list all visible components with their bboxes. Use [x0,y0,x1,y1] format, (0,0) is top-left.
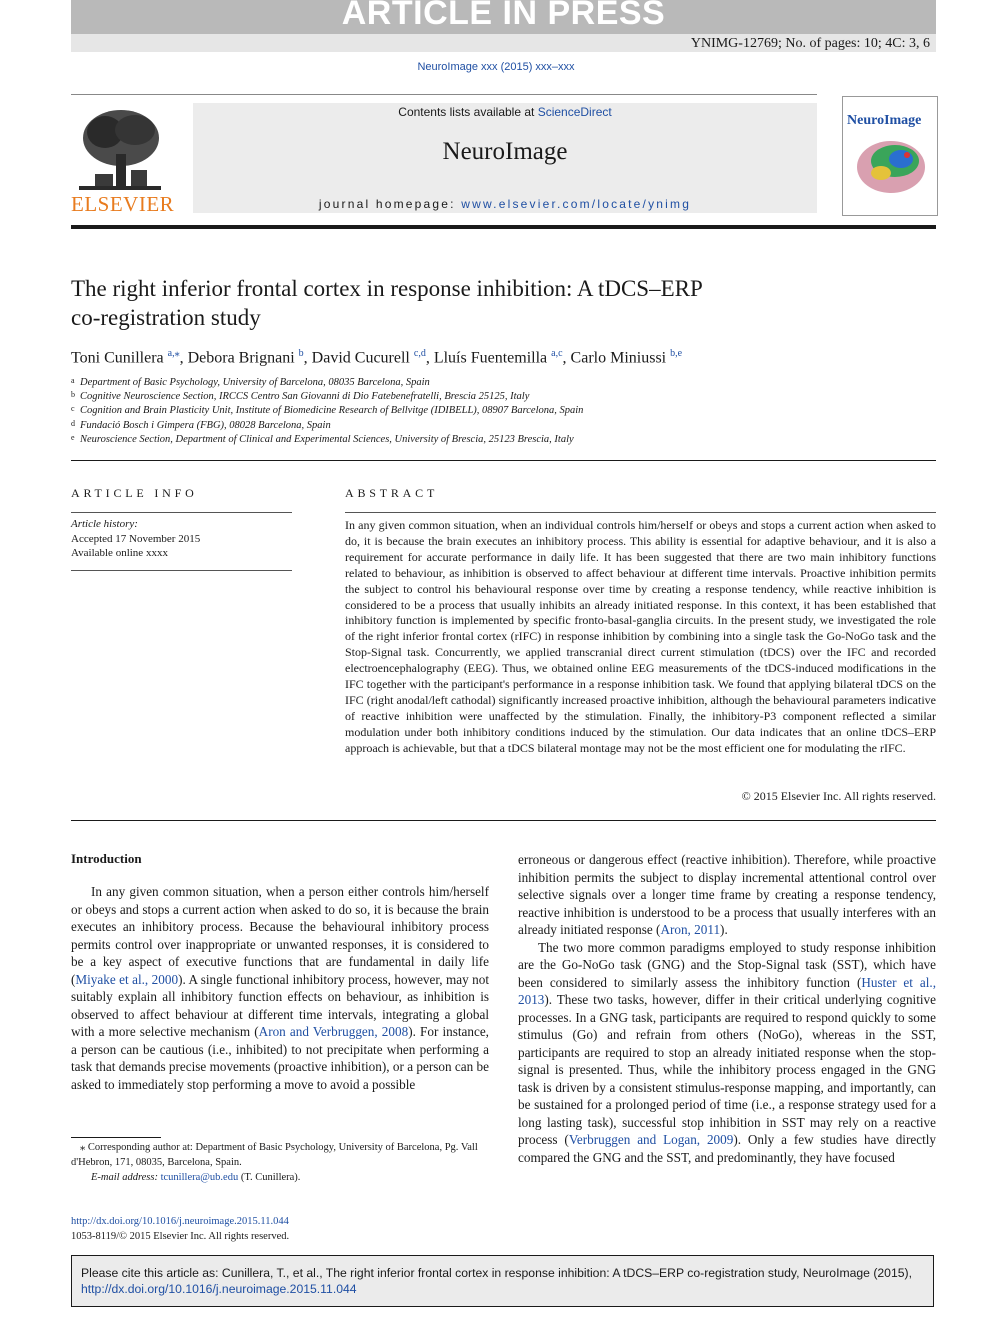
masthead-bottom-rule [71,225,936,229]
sciencedirect-link[interactable]: ScienceDirect [537,105,612,119]
abstract-text: In any given common situation, when an individual controls him/herself or obeys and stops a current action when asked to do, it is because the brain executes an inhibitory process. This ability is essential for adaptive behaviour, and it is also a requirement for accurate performance in daily life. It has been suggested that there are two main inhibitory functions related to behaviour, as inhibition is observed to affect behaviour at different time intervals. Proactive inhibition permits the subject to control his behavioural response over time by creating a response tendency, while reactive inhibition is considered to be a process that usually inhibits an already initiated response. In this context, it has been established that inhibitory function is implemented by specific fronto-basal-ganglia circuits. In the present study, we investigated the role of the right inferior frontal cortex (rIFC) in response inhibition by combining into a single task the Go-NoGo task and the Stop-Signal task. Concurrently, we applied transcranial direct current stimulation (tDCS) over the IFC and recorded electroencephalography (EEG). Thus, we obtained online EEG measurements of the tDCS-induced modifications in the IFC together with the participant's performance in a response inhibition task. We found that applying bilateral tDCS on the IFC (right anodal/left cathodal) significantly increased proactive inhibition, although the behavioural parameters indicative of reactive inhibition were unaffected by the stimulation. Finally, the inhibitory-P3 component reflected a similar modulation under both inhibitory conditions induced by the stimulation. Our data indicates that an online tDCS–ERP approach is achievable, but that a tDCS bilateral montage may not be the most efficient one for modulating the rIFC. [345,518,936,755]
author-name[interactable]: Carlo Miniussi [570,349,667,367]
paragraph-text: In any given common situation, when a person either controls him/herself or obeys and stops a current action when asked to do so, it is because the brain executes an inhibitory process. Because the behavioural inhibitory process permits control over inappropriate or unwanted responses, it is considered to be a key aspect of executive functions that are fundamental in daily life ( [71,884,489,987]
article-info-bottom-rule [71,570,292,571]
please-cite-box [71,1255,934,1307]
contents-prefix: Contents lists available at [398,105,538,119]
header-divider [71,460,936,461]
article-title-line-1: The right inferior frontal cortex in response inhibition: A tDCS–ERP [71,276,703,301]
affiliation-text: Department of Basic Psychology, University of Barcelona, 08035 Barcelona, Spain [80,377,430,388]
paragraph-text: ). Only a few studies have directly compared the GNG and the SST, and predominantly, they have focused [518,1132,936,1165]
journal-name: NeuroImage [442,138,568,165]
article-info-heading: ARTICLE INFO [71,486,198,500]
affiliation-key: d [71,418,75,428]
doi-link[interactable]: http://dx.doi.org/10.1016/j.neuroimage.2015.11.044 [71,1216,289,1227]
masthead-top-rule [71,94,817,95]
affiliation-key: c [71,404,75,414]
affiliation-item [71,404,936,418]
journal-cover-thumbnail[interactable] [842,96,938,216]
author-separator: , [303,349,312,367]
author-affiliation-marks[interactable]: c,d [413,348,426,359]
affiliation-text: Cognition and Brain Plasticity Unit, Institute of Biomedicine Research of Bellvitge (IDIBELL), 08907 Barcelona, Spain [80,405,584,417]
body-right-column [518,851,936,1166]
body-left-column [71,851,489,1093]
abstract-copyright: © 2015 Elsevier Inc. All rights reserved. [741,789,936,803]
author-separator: , [179,349,188,367]
author-list [71,343,936,369]
author-name[interactable]: Debora Brignani [187,349,295,367]
banner-title: ARTICLE IN PRESS [341,0,666,32]
affiliation-text: Fundació Bosch i Gimpera (FBG), 08028 Barcelona, Spain [80,419,331,431]
journal-masthead [193,103,817,213]
paragraph-text: ). For instance, a person can be cautious (i.e., inhibited) to not precipitate when performing a task that demands precise movements (proactive inhibition), or a person can be asked to immediately stop performing a move to avoid a possible [71,1024,489,1092]
corresponding-author-footnote [71,1141,489,1185]
author-name[interactable]: Lluís Fuentemilla [433,349,548,367]
contents-available-line [193,105,817,119]
cite-text [81,1265,925,1297]
intro-paragraph-1 [71,883,489,1093]
affiliation-item [71,376,936,390]
footnote-address: ⁎ Corresponding author at: Department of Basic Psychology, University of Barcelona, Pg. Vall d'Hebron, 171, 08035, Barcelona, Spain. [71,1142,478,1168]
affiliation-item [71,419,936,433]
cover-title: NeuroImage [847,113,922,128]
introduction-heading: Introduction [71,851,142,866]
affiliation-item [71,433,936,447]
footnote-email-line [71,1171,489,1186]
brain-cover-art-icon [851,131,929,201]
citation-link[interactable]: Miyake et al., 2000 [75,971,179,987]
author-email-link[interactable]: tcunillera@ub.edu [160,1171,239,1183]
doi-block [71,1214,489,1244]
author-name[interactable]: Toni Cunillera [71,349,164,367]
publisher-wordmark: ELSEVIER [71,192,175,216]
paragraph-text: ). A single functional inhibitory process, however, may not suitably explain all inhibitory function effects on behaviour, as inhibition is observed to affect behaviour at different time intervals, integrating a global with a more selective mechanism ( [71,971,489,1039]
affiliation-text: Cognitive Neuroscience Section, IRCCS Centro San Giovanni di Dio Fatebenefratelli, Brescia 25125, Italy [80,391,530,403]
email-label: E-mail address: [91,1171,161,1183]
paragraph-text: ). These two tasks, however, differ in their critical underlying cognitive processes. In a GNG task, participants are required to respond quickly to some stimulus (Go) and refrain from others (NoGo), whereas in the SST, participants are required to stop an already initiated response when the stop-signal is presented. Thus, while the inhibitory process engaged in the GNG task is driven by a consistent stimulus-response mapping, and importantly, can be sustained for a prolonged period of time (i.e., a response strategy used for a long lasting task), successful stop inhibition in SST may rely on a reactive process ( [518,992,936,1147]
paragraph-text: ). [720,922,728,937]
article-in-press-banner [71,0,936,52]
affiliation-key: b [71,390,75,400]
paragraph-text: The two more common paradigms employed to study response inhibition are the Go-NoGo task (GNG) and the Stop-Signal task (SST), which have been considered to similarly assess the inhibitory function ( [518,939,936,990]
journal-homepage-link[interactable]: www.elsevier.com/locate/ynimg [461,197,692,211]
article-title [71,274,871,332]
cite-doi-link[interactable]: http://dx.doi.org/10.1016/j.neuroimage.2015.11.044 [81,1282,357,1296]
affiliation-text: Neuroscience Section, Department of Clinical and Experimental Sciences, University of Brescia, 25123 Brescia, Italy [80,433,574,445]
author-separator: , [562,349,571,367]
citation-link[interactable]: Aron and Verbruggen, 2008 [258,1024,409,1039]
journal-reference-link[interactable]: NeuroImage xxx (2015) xxx–xxx [417,61,575,73]
citation-link[interactable]: Aron, 2011 [660,922,721,937]
abstract-bottom-rule [71,820,936,821]
author-affiliation-marks[interactable]: b [298,348,304,359]
affiliation-item [71,390,936,404]
paragraph-text: erroneous or dangerous effect (reactive inhibition). Therefore, while proactive inhibition permits the subject to display incremental attentional control over selective signals over a longer time frame by creating a response tendency, reactive inhibition is understood to be a process that usually interferes with an already initiated response ( [518,852,936,937]
article-title-line-2: co-registration study [71,305,261,330]
history-label: Article history: [71,518,138,530]
journal-homepage-line [193,197,817,211]
available-online: Available online xxxx [71,547,168,559]
author-affiliation-marks[interactable]: b,e [670,348,683,359]
homepage-prefix: journal homepage: [318,197,462,211]
author-separator: , [425,349,434,367]
citation-link[interactable]: Verbruggen and Logan, 2009 [568,1132,734,1147]
abstract-heading: ABSTRACT [345,486,439,500]
author-name[interactable]: David Cucurell [311,349,410,367]
footnote-rule [71,1137,161,1138]
affiliation-list [71,376,936,447]
author-affiliation-marks[interactable]: a,⁎ [167,348,180,359]
intro-paragraph-1-continued [518,851,936,939]
citation-link[interactable]: Huster et al., 2013 [518,974,936,1007]
accepted-date: Accepted 17 November 2015 [71,532,201,545]
email-suffix: (T. Cunillera). [238,1171,301,1183]
cite-prefix: Please cite this article as: Cunillera, T., et al., The right inferior frontal cortex in response inhibition: A tDCS–ERP co-registration study, NeuroImage (2015), [81,1266,912,1280]
article-history [71,517,292,561]
author-affiliation-marks[interactable]: a,c [551,348,563,359]
affiliation-key: a [71,376,75,385]
issn-line: 1053-8119/© 2015 Elsevier Inc. All rights reserved. [71,1231,290,1242]
article-info-top-rule [71,512,292,513]
affiliation-key: e [71,432,75,442]
article-id: YNIMG-12769; No. of pages: 10; 4C: 3, 6 [690,36,930,51]
intro-paragraph-2 [518,939,936,1167]
abstract-top-rule [345,512,936,513]
